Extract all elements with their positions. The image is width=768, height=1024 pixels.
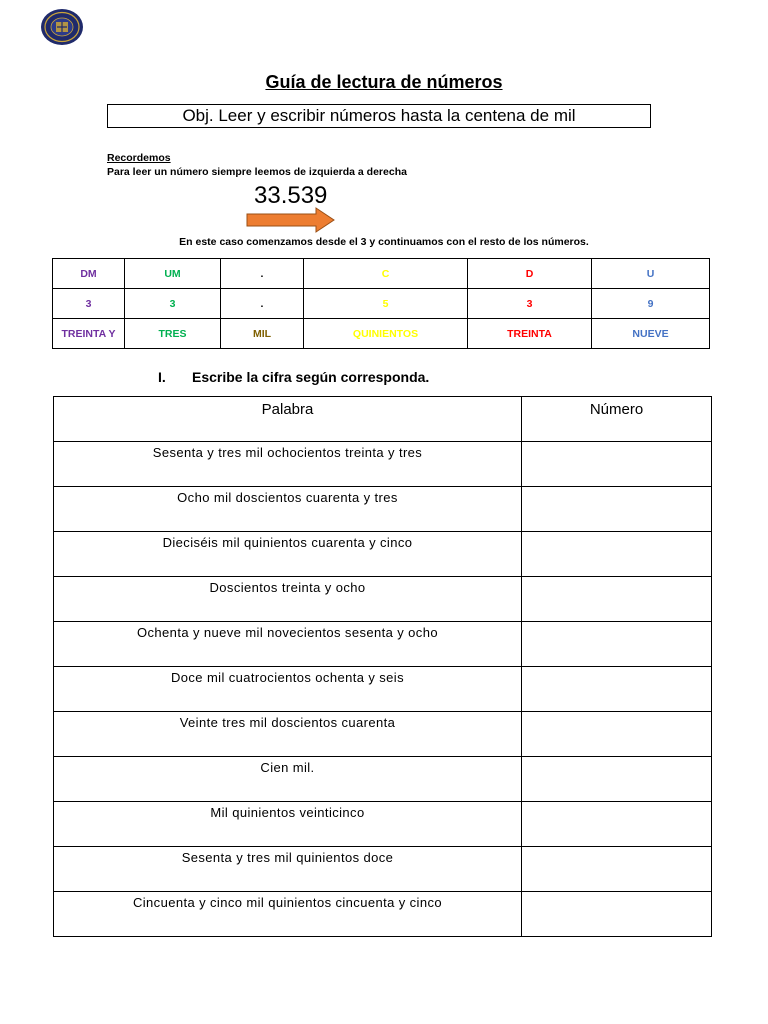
table-row xyxy=(54,667,712,712)
answer-cell[interactable] xyxy=(522,892,712,937)
table-row xyxy=(54,622,712,667)
table-row xyxy=(54,892,712,937)
answer-cell[interactable] xyxy=(522,532,712,577)
school-crest-logo xyxy=(40,8,84,46)
answer-cell[interactable] xyxy=(522,847,712,892)
word-prompt: Doce mil cuatrocientos ochenta y seis xyxy=(54,667,522,712)
word-prompt: Dieciséis mil quinientos cuarenta y cinco xyxy=(54,532,522,577)
word-prompt: Sesenta y tres mil quinientos doce xyxy=(54,847,522,892)
answer-cell[interactable] xyxy=(522,577,712,622)
place-cell: UM xyxy=(125,259,221,289)
table-row xyxy=(54,487,712,532)
word-cell: MIL xyxy=(221,319,304,349)
exercise-heading xyxy=(158,369,429,385)
table-row xyxy=(54,802,712,847)
recordemos-text: Para leer un número siempre leemos de izquierda a derecha xyxy=(107,166,407,178)
word-prompt: Ochenta y nueve mil novecientos sesenta y ocho xyxy=(54,622,522,667)
word-cell: TREINTA xyxy=(468,319,592,349)
exercise-instruction: Escribe la cifra según corresponda. xyxy=(192,369,430,385)
answer-cell[interactable] xyxy=(522,442,712,487)
table-row xyxy=(54,847,712,892)
place-cell: DM xyxy=(53,259,125,289)
answer-cell[interactable] xyxy=(522,757,712,802)
answer-cell[interactable] xyxy=(522,487,712,532)
word-prompt: Sesenta y tres mil ochocientos treinta y tres xyxy=(54,442,522,487)
place-value-table xyxy=(52,258,710,349)
exercise-table xyxy=(53,396,712,937)
answer-cell[interactable] xyxy=(522,667,712,712)
word-prompt: Doscientos treinta y ocho xyxy=(54,577,522,622)
digit-cell: 3 xyxy=(125,289,221,319)
word-cell: QUINIENTOS xyxy=(304,319,468,349)
table-row xyxy=(54,757,712,802)
place-cell: . xyxy=(221,259,304,289)
place-cell: C xyxy=(304,259,468,289)
word-row xyxy=(53,319,710,349)
digit-cell: 3 xyxy=(53,289,125,319)
answer-cell[interactable] xyxy=(522,622,712,667)
recordemos-heading: Recordemos xyxy=(107,152,171,164)
answer-cell[interactable] xyxy=(522,802,712,847)
word-cell: TRES xyxy=(125,319,221,349)
header-palabra: Palabra xyxy=(54,397,522,442)
place-cell: D xyxy=(468,259,592,289)
digit-cell: 3 xyxy=(468,289,592,319)
word-prompt: Mil quinientos veinticinco xyxy=(54,802,522,847)
digit-cell: 5 xyxy=(304,289,468,319)
header-numero: Número xyxy=(522,397,712,442)
objective-box: Obj. Leer y escribir números hasta la centena de mil xyxy=(107,104,651,128)
digit-row xyxy=(53,289,710,319)
example-number: 33.539 xyxy=(254,182,328,209)
place-cell: U xyxy=(592,259,710,289)
table-row xyxy=(54,577,712,622)
table-row xyxy=(54,442,712,487)
exercise-header-row xyxy=(54,397,712,442)
word-prompt: Veinte tres mil doscientos cuarenta xyxy=(54,712,522,757)
table-row xyxy=(54,532,712,577)
word-prompt: Cien mil. xyxy=(54,757,522,802)
word-prompt: Cincuenta y cinco mil quinientos cincuenta y cinco xyxy=(54,892,522,937)
explanation-note: En este caso comenzamos desde el 3 y continuamos con el resto de los números. xyxy=(179,236,589,248)
table-row xyxy=(54,712,712,757)
right-arrow-icon xyxy=(246,206,336,234)
page-title: Guía de lectura de números xyxy=(265,72,503,92)
word-cell: TREINTA Y xyxy=(53,319,125,349)
place-row xyxy=(53,259,710,289)
word-cell: NUEVE xyxy=(592,319,710,349)
answer-cell[interactable] xyxy=(522,712,712,757)
word-prompt: Ocho mil doscientos cuarenta y tres xyxy=(54,487,522,532)
digit-cell: . xyxy=(221,289,304,319)
exercise-number: I. xyxy=(158,369,166,385)
digit-cell: 9 xyxy=(592,289,710,319)
